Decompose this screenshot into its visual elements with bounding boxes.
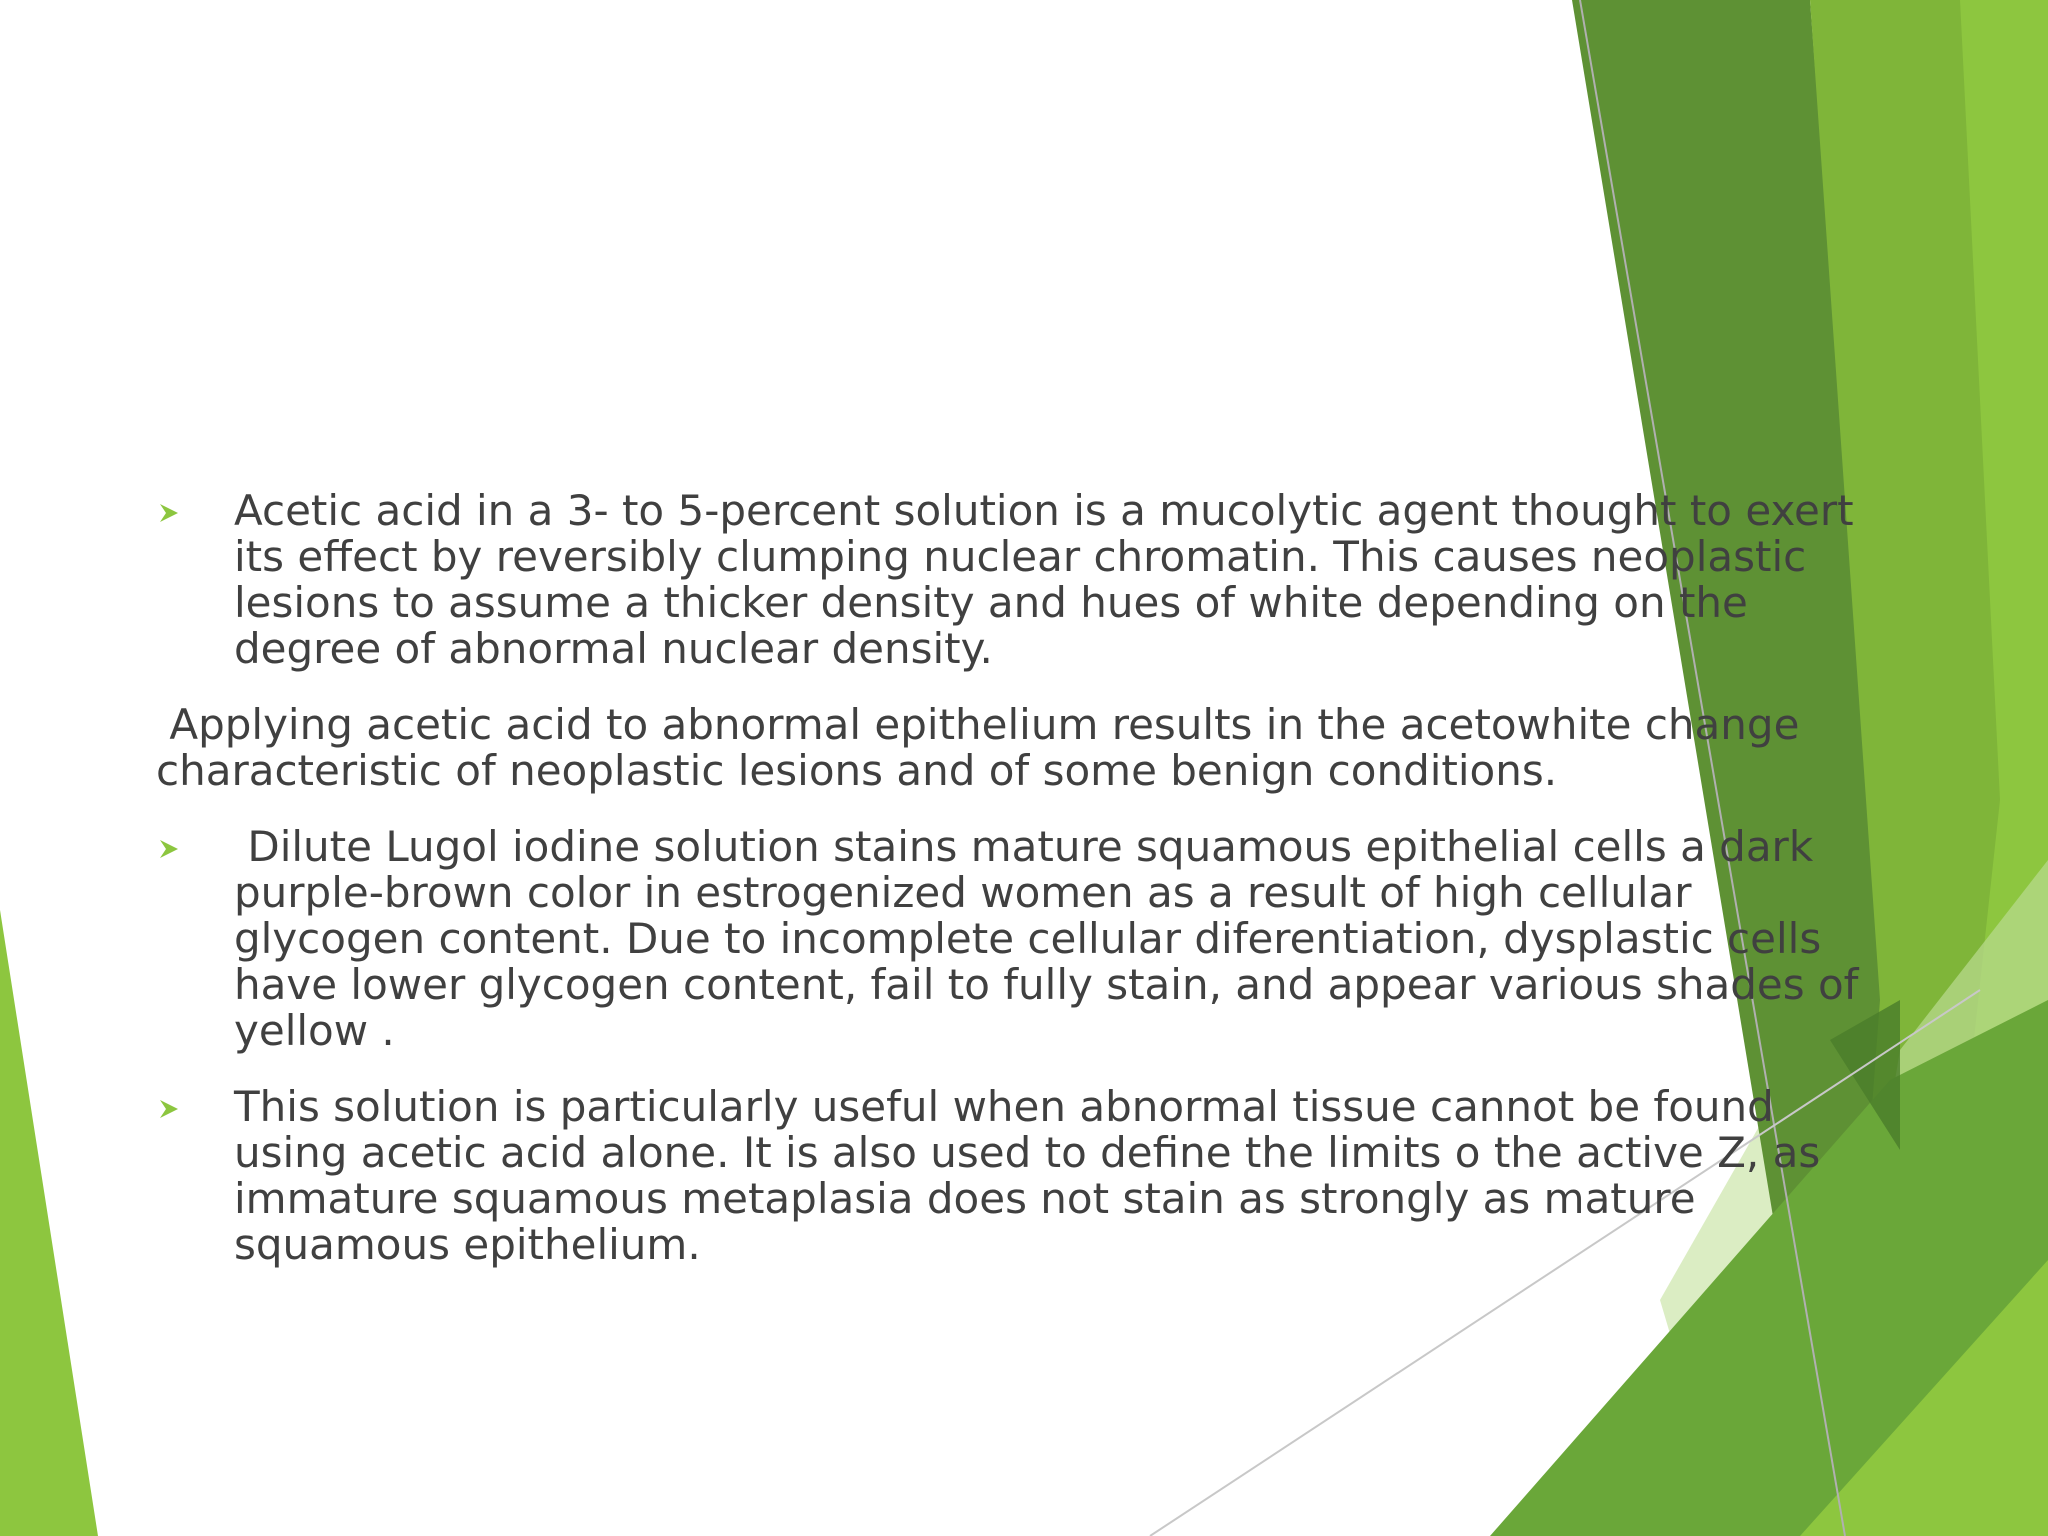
arrowhead-bullet-icon [160,840,178,858]
paragraph-text: Applying acetic acid to abnormal epithelium results in the acetowhite change characteristic of neoplastic lesions and of some benign conditions. [156,700,1813,795]
slide-body [156,488,1876,1298]
paragraph-text: Acetic acid in a 3- to 5-percent solution is a mucolytic agent thought to exert its effect by reversibly clumping nuclear chromatin. This causes neoplastic lesions to assume a thicker density and hues of white depending on the degree of abnormal nuclear density. [234,486,1867,673]
bullet-paragraph-lugol-iodine [156,824,1876,1054]
bullet-paragraph-acetic-acid [156,488,1876,672]
plain-paragraph-acetowhite [156,702,1876,794]
bullet-paragraph-solution-usefulness [156,1084,1876,1268]
left-green-sliver [0,910,98,1536]
paragraph-text: Dilute Lugol iodine solution stains mature squamous epithelial cells a dark purple-brown color in estrogenized women as a result of high cellular glycogen content. Due to incomplete cellular diferentiation, dysplastic cells have lower glycogen content, fail to fully stain, and appear various shades of yellow . [234,822,1872,1055]
arrowhead-bullet-icon [160,1100,178,1118]
paragraph-text: This solution is particularly useful when abnormal tissue cannot be found using acetic acid alone. It is also used to define the limits o the active Z, as immature squamous metaplasia does not stain as strongly as mature squamous epithelium. [234,1082,1834,1269]
arrowhead-bullet-icon [160,504,178,522]
